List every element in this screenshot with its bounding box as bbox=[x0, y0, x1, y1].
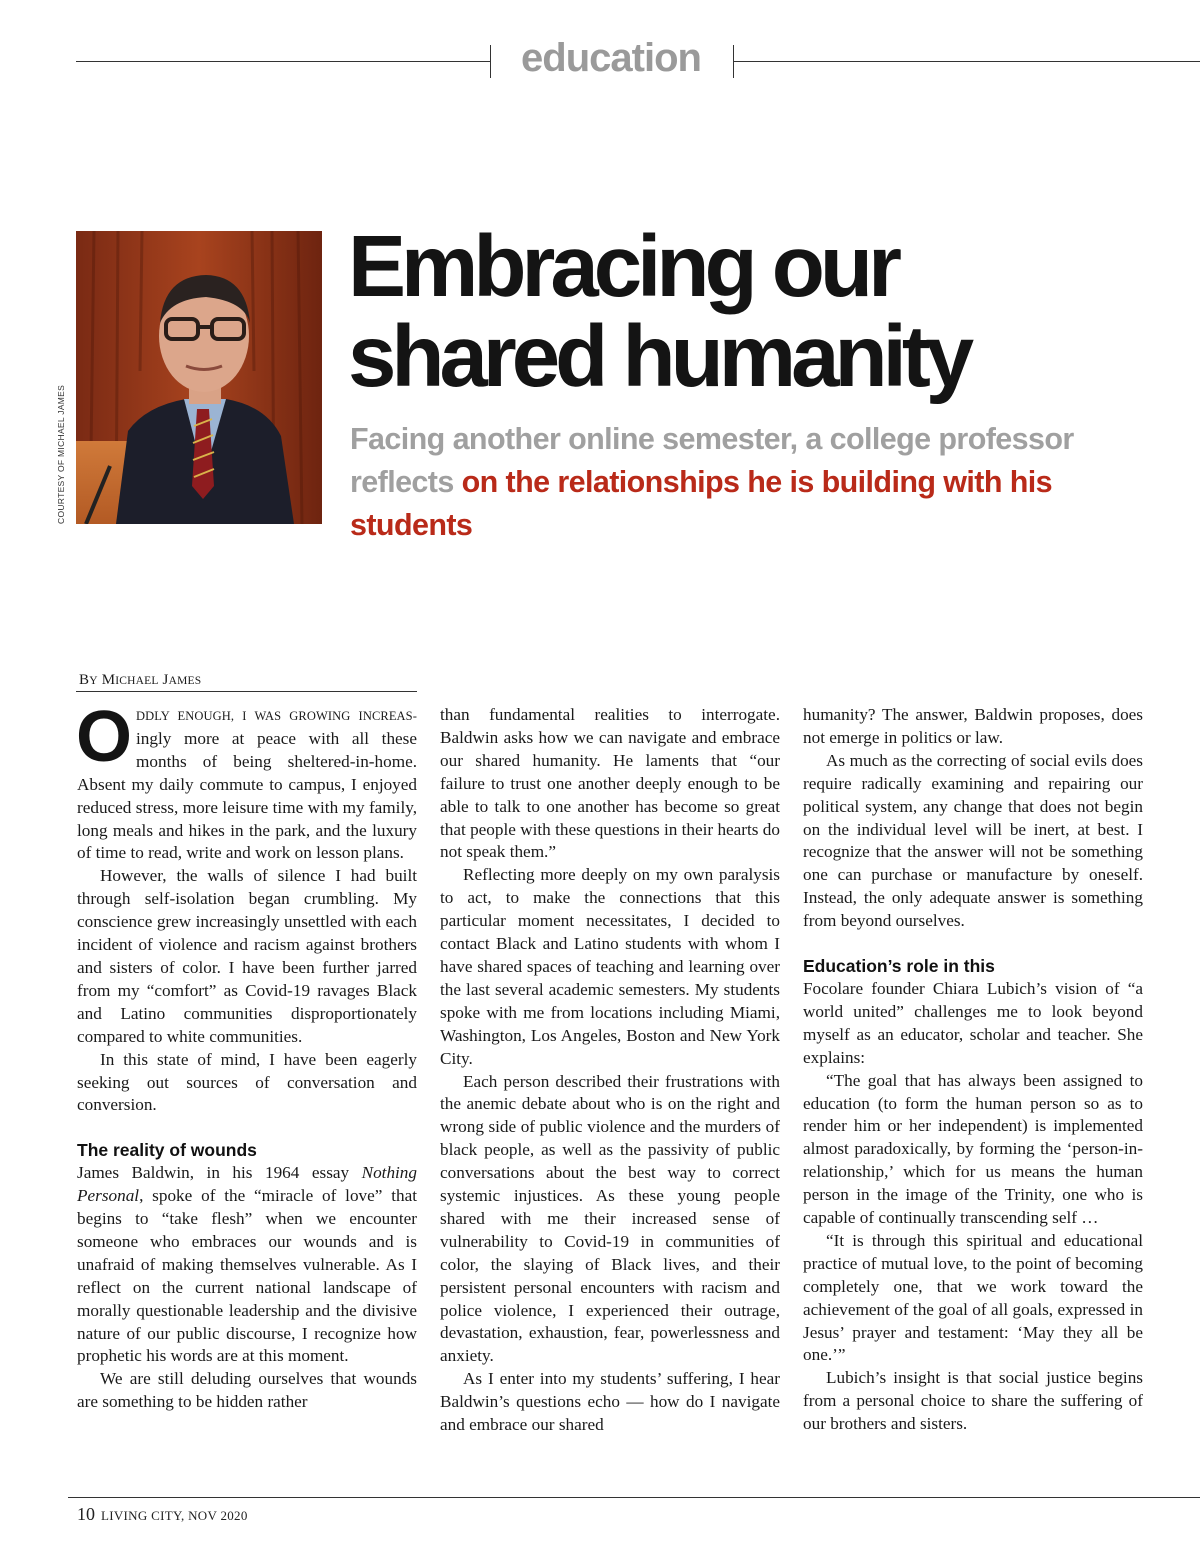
header-tick-left bbox=[490, 45, 491, 78]
paragraph: “It is through this spiritual and educational practice of mutual love, to the point of becoming completely one, that we work toward the achievement of the goal of all goals, expressed in Jesus’ prayer and testament: ‘May they all be one.’” bbox=[803, 1230, 1143, 1365]
photo-credit: COURTESY OF MICHAEL JAMES bbox=[56, 384, 66, 524]
headline-line-1: Embracing our bbox=[348, 218, 897, 315]
paragraph: humanity? The answer, Baldwin proposes, does not emerge in politics or law. bbox=[803, 705, 1143, 747]
byline-first-rest: ICHAEL bbox=[115, 675, 159, 687]
paragraph: Focolare founder Chiara Lubich’s vision of “a world united” challenges me to look beyond myself as an educator, scholar and teacher. She explains: bbox=[803, 978, 1143, 1067]
paragraph bbox=[76, 697, 417, 865]
lead-in-small-caps: DDLY ENOUGH, I WAS GROWING INCREAS- bbox=[136, 709, 417, 723]
paragraph-text: , spoke of the “miracle of love” that begins to “take flesh” when we encounter someone who embraces our wounds and is unafraid of making themselves vulnerable. As I reflect on the current national landscape of morally questionable leadership and the divisive nature of our public discourse, I recognize how prophetic his words are at this moment. bbox=[77, 1186, 417, 1366]
drop-cap: O bbox=[76, 697, 133, 777]
byline-by-rest: Y bbox=[89, 675, 98, 687]
paragraph: Reflecting more deeply on my own paralysis to act, to make the connections that this particular moment necessitates, I decided to contact Black and Latino students with whom I have shared spaces of teaching and learning over the last several academic semesters. My students spoke with me from locations including Miami, Washington, Los Angeles, Boston and New York City. bbox=[440, 865, 780, 1068]
byline-last-rest: AMES bbox=[168, 675, 202, 687]
header-rule-left bbox=[76, 61, 490, 62]
paragraph: “The goal that has always been assigned to education (to form the human person so as to render him or her independent) is implemented almost paradoxically, by forming the ‘person-in-relationship,’ which for us means the human person in the image of the Trinity, one who is capable of continually transcending self … bbox=[803, 1070, 1143, 1228]
paragraph bbox=[77, 1162, 417, 1368]
paragraph-text: ingly more at peace with all these months of being sheltered-in-home. Absent my daily commute to campus, I enjoyed reduced stress, more leisure time with my family, long meals and hikes in the park, and the luxury of time to read, write and work on lesson plans. bbox=[77, 728, 417, 863]
article-headline bbox=[348, 218, 1108, 405]
article-column-3 bbox=[803, 704, 1143, 1436]
subhead-educations-role: Education’s role in this bbox=[803, 956, 995, 977]
article-column-2 bbox=[440, 704, 780, 1437]
deck-red-text: on the relationships he is building with his students bbox=[350, 465, 1053, 542]
deck-gray-text: Facing another online semester, a college professor reflects bbox=[350, 422, 1074, 499]
footer-rule bbox=[68, 1497, 1200, 1498]
article-deck bbox=[350, 418, 1110, 547]
paragraph: Each person described their frustrations with the anemic debate about who is on the right and wrong side of public violence and the murders of black people, as well as the passivity of public conversations about the best way to correct systemic injustices. As these young people shared with me their increased sense of vulnerability to Covid-19 in communities of color, the slaying of Black lives, and their persistent personal encounters with racism and police violence, I experienced their outrage, devastation, exhaustion, fear, powerlessness and anxiety. bbox=[440, 1071, 780, 1366]
article-column-1 bbox=[76, 697, 417, 1414]
byline-first-initial: M bbox=[101, 672, 116, 688]
paragraph: As I enter into my students’ suffering, I hear Baldwin’s questions echo — how do I navigate and embrace our shared bbox=[440, 1369, 780, 1435]
paragraph-text: James Baldwin, in his 1964 essay bbox=[77, 1163, 362, 1183]
byline bbox=[79, 672, 201, 689]
paragraph: As much as the correcting of social evils does require radically examining and repairing our political system, any change that does not begin on the individual level will be inert, at best. I recognize that the answer will not be something one can purchase or manufacture by oneself. Instead, the only adequate answer is something from beyond ourselves. bbox=[803, 750, 1143, 931]
page-number: 10 bbox=[77, 1504, 95, 1524]
section-label: education bbox=[521, 36, 701, 80]
byline-by-initial: B bbox=[79, 672, 90, 688]
byline-rule bbox=[76, 691, 417, 692]
subhead-reality-of-wounds: The reality of wounds bbox=[77, 1140, 257, 1161]
header-rule-right bbox=[733, 61, 1200, 62]
paragraph: than fundamental realities to interrogate. Baldwin asks how we can navigate and embrace our shared humanity. He laments that “our failure to trust one another deeply enough to be able to talk to one another has become so great that people with these questions in their hearts do not speak them.” bbox=[440, 705, 780, 862]
byline-last-initial: J bbox=[162, 672, 169, 688]
author-photo bbox=[76, 231, 322, 524]
paragraph: In this state of mind, I have been eagerly seeking out sources of conversation and conversion. bbox=[77, 1049, 417, 1115]
headline-line-2: shared humanity bbox=[348, 308, 970, 405]
paragraph: However, the walls of silence I had built through self-isolation began crumbling. My conscience grew increasingly unsettled with each incident of violence and racism against brothers and sisters of color. I have been further jarred from my “comfort” as Covid-19 ravages Black and Latino communities disproportionately compared to white communities. bbox=[77, 866, 417, 1046]
essay-title: Nothing Personal bbox=[77, 1163, 417, 1206]
publication-name: LIVING CITY, NOV 2020 bbox=[101, 1508, 248, 1523]
paragraph: Lubich’s insight is that social justice begins from a personal choice to share the suffering of our brothers and sisters. bbox=[803, 1368, 1143, 1434]
page-folio bbox=[77, 1504, 248, 1525]
paragraph: We are still deluding ourselves that wounds are something to be hidden rather bbox=[77, 1369, 417, 1412]
